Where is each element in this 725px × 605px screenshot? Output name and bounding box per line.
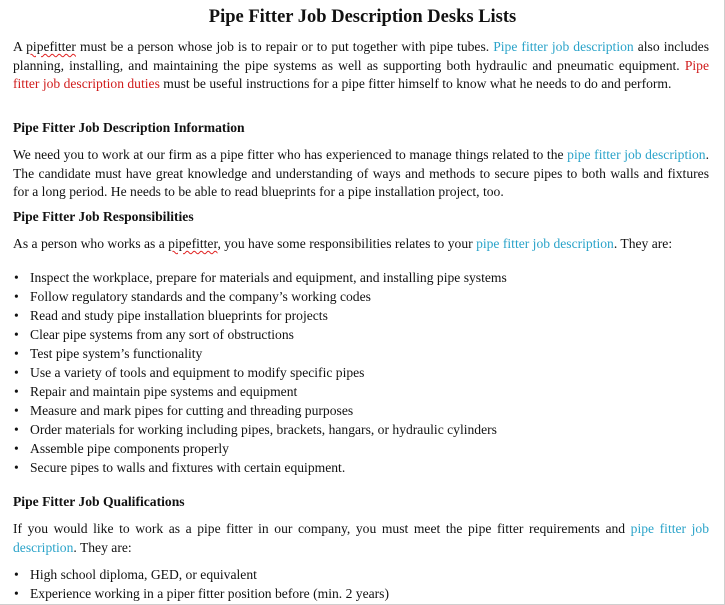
list-item-text: Inspect the workplace, prepare for materials and equipment, and installing pipe systems bbox=[30, 270, 507, 285]
list-item-text: Repair and maintain pipe systems and equipment bbox=[30, 384, 298, 399]
bullet-icon: • bbox=[14, 460, 19, 475]
list-item bbox=[13, 344, 709, 363]
qualifications-list bbox=[13, 565, 709, 603]
list-item-text: Test pipe system’s functionality bbox=[30, 346, 203, 361]
information-job-description-link[interactable]: pipe fitter job description bbox=[567, 147, 706, 162]
bullet-icon: • bbox=[14, 327, 19, 342]
spellcheck-word-pipefitter: pipefitter bbox=[168, 236, 218, 251]
qualifications-text-2: . They are: bbox=[73, 539, 132, 555]
qualifications-text-1: If you would like to work as a pipe fitter in our company, you must meet the pipe fitter requirements and bbox=[13, 521, 631, 536]
list-item-text: Clear pipe systems from any sort of obstructions bbox=[30, 327, 294, 342]
page-title: Pipe Fitter Job Description Desks Lists bbox=[208, 7, 517, 27]
responsibilities-text-1: As a person who works as a bbox=[13, 236, 169, 251]
pipe-fitter-job-description-link[interactable]: Pipe fitter job description bbox=[493, 39, 634, 54]
list-item bbox=[13, 306, 709, 325]
intro-text-4: must be useful instructions for a pipe fitter himself to know what he needs to do and perform. bbox=[159, 76, 672, 91]
information-heading: Pipe Fitter Job Description Information bbox=[13, 120, 245, 135]
list-item-text: High school diploma, GED, or equivalent bbox=[30, 567, 257, 582]
qualifications-heading: Pipe Fitter Job Qualifications bbox=[13, 494, 185, 509]
list-item-text: Order materials for working including pipes, brackets, hangars, or hydraulic cylinders bbox=[30, 422, 497, 437]
list-item-text: Read and study pipe installation blueprints for projects bbox=[30, 308, 328, 323]
qualifications-intro bbox=[13, 520, 709, 557]
bullet-icon: • bbox=[14, 422, 19, 437]
list-item-text: Use a variety of tools and equipment to modify specific pipes bbox=[30, 365, 365, 380]
list-item bbox=[13, 420, 709, 439]
intro-text-1: A bbox=[13, 39, 27, 54]
intro-paragraph bbox=[13, 38, 709, 94]
bullet-icon: • bbox=[14, 308, 19, 323]
responsibilities-intro bbox=[13, 235, 709, 254]
spellcheck-word-pipefitter: pipefitter bbox=[26, 39, 76, 54]
list-item-text: Secure pipes to walls and fixtures with certain equipment. bbox=[30, 460, 346, 475]
bullet-icon: • bbox=[14, 567, 19, 582]
bullet-icon: • bbox=[14, 403, 19, 418]
information-text-2: . The candidate must have great knowledge and understanding of ways and methods to secure pipes to both walls and fixtures for a long period. He needs to be able to read blueprints for a pipe installation project, too. bbox=[13, 147, 709, 199]
responsibilities-text-3: . They are: bbox=[613, 236, 673, 251]
list-item bbox=[13, 268, 709, 287]
information-paragraph bbox=[13, 146, 709, 202]
list-item-text: Experience working in a piper fitter position before (min. 2 years) bbox=[30, 586, 389, 601]
intro-text-2: must be a person whose job is to repair or to put together with pipe tubes. bbox=[75, 39, 494, 54]
list-item bbox=[13, 565, 709, 584]
bullet-icon: • bbox=[14, 289, 19, 304]
responsibilities-job-description-link[interactable]: pipe fitter job description bbox=[476, 236, 614, 251]
list-item-text: Measure and mark pipes for cutting and threading purposes bbox=[30, 403, 354, 418]
list-item-text: Follow regulatory standards and the company’s working codes bbox=[30, 289, 371, 304]
list-item bbox=[13, 382, 709, 401]
bullet-icon: • bbox=[14, 586, 19, 601]
information-text-1: We need you to work at our firm as a pipe fitter who has experienced to manage things related to the bbox=[13, 147, 568, 162]
responsibilities-text-2: , you have some responsibilities relates to your bbox=[217, 236, 477, 251]
bullet-icon: • bbox=[14, 384, 19, 399]
list-item bbox=[13, 439, 709, 458]
bullet-icon: • bbox=[14, 270, 19, 285]
pipe-fitter-duties-link[interactable]: Pipe fitter job description duties bbox=[13, 57, 709, 91]
responsibilities-heading: Pipe Fitter Job Responsibilities bbox=[13, 209, 194, 224]
list-item bbox=[13, 363, 709, 382]
list-item bbox=[13, 401, 709, 420]
bullet-icon: • bbox=[14, 441, 19, 456]
list-item-text: Assemble pipe components properly bbox=[30, 441, 229, 456]
list-item bbox=[13, 584, 709, 603]
list-item bbox=[13, 458, 709, 477]
qualifications-job-description-link[interactable]: pipe fitter job description bbox=[13, 521, 709, 555]
intro-text-3: also includes planning, installing, and maintaining the pipe systems as well as supporting both hydraulic and pneumatic equipment. bbox=[13, 39, 709, 73]
list-item bbox=[13, 325, 709, 344]
responsibilities-list bbox=[13, 268, 709, 477]
list-item bbox=[13, 287, 709, 306]
bullet-icon: • bbox=[14, 365, 19, 380]
bullet-icon: • bbox=[14, 346, 19, 361]
